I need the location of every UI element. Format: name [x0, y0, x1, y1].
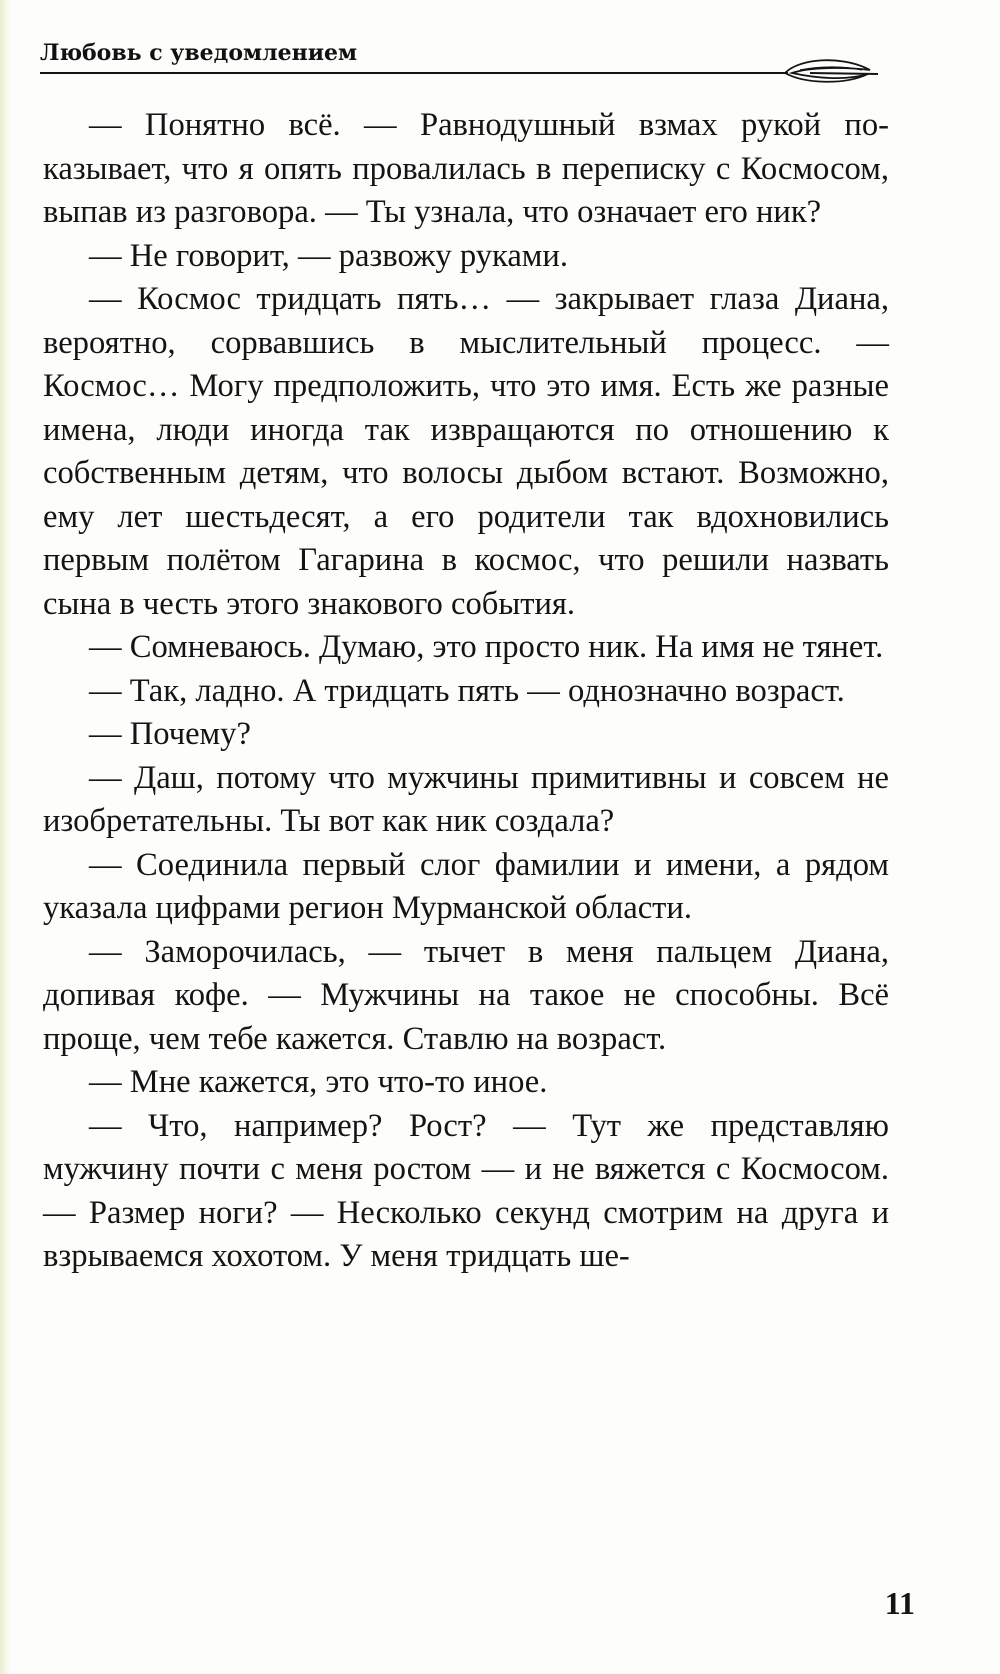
paragraph: — Даш, потому что мужчины примитивны и совсем не изобретательны. Ты вот как ник создала?: [43, 759, 889, 839]
page-number: 11: [884, 1585, 915, 1621]
paragraph: — Понятно всё. — Равнодушный взмах рукой показывает, что я опять провалилась в переписку с Космосом, выпав из разговора. — Ты узнала, что означает его ник?: [43, 107, 889, 230]
quill-feather-outline: [785, 60, 870, 82]
paragraph: — Космос тридцать пять… — закрывает глаза Диана, вероятно, сорвавшись в мыслительный процесс. — Космос… Могу предположить, что это имя. Есть же разные имена, люди иногда так извращаются по отношению к собственным детям, что волосы дыбом встают. Возможно, ему лет шестьдесят, а его родители так вдохновились первым полётом Гагарина в космос, что решили назвать сына в честь этого знакового события.: [43, 281, 889, 622]
paragraph: — Не говорит, — развожу руками.: [89, 237, 568, 274]
quill-rule-ornament: [40, 40, 940, 90]
paragraph: — Что, например? Рост? — Тут же представляю мужчину почти с меня ростом — и не вяжется с Космосом. — Размер ноги? — Несколько секунд смотрим на друга и взрываемся хохотом. У меня тридцать ше-: [43, 1107, 889, 1274]
paragraph: — Заморочилась, — тычет в меня пальцем Диана, допивая кофе. — Мужчины на такое не способны. Всё проще, чем тебе кажется. Ставлю на возраст.: [43, 933, 889, 1057]
paragraph: — Так, ладно. А тридцать пять — однозначно возраст.: [89, 672, 845, 709]
paragraph: — Мне кажется, это что-то иное.: [89, 1064, 548, 1100]
paragraph: — Сомневаюсь. Думаю, это просто ник. На имя не тянет.: [89, 629, 884, 665]
body-text: [43, 104, 889, 1279]
paragraph: — Почему?: [89, 716, 251, 752]
quill-shaft: [810, 73, 878, 74]
running-head-title: Любовь с уведомлением: [40, 40, 358, 66]
paragraph: — Соединила первый слог фамилии и имени, а рядом указала цифрами регион Мурманской области.: [43, 846, 889, 926]
running-head: [40, 40, 940, 90]
scan-edge-tint: [0, 0, 10, 1674]
